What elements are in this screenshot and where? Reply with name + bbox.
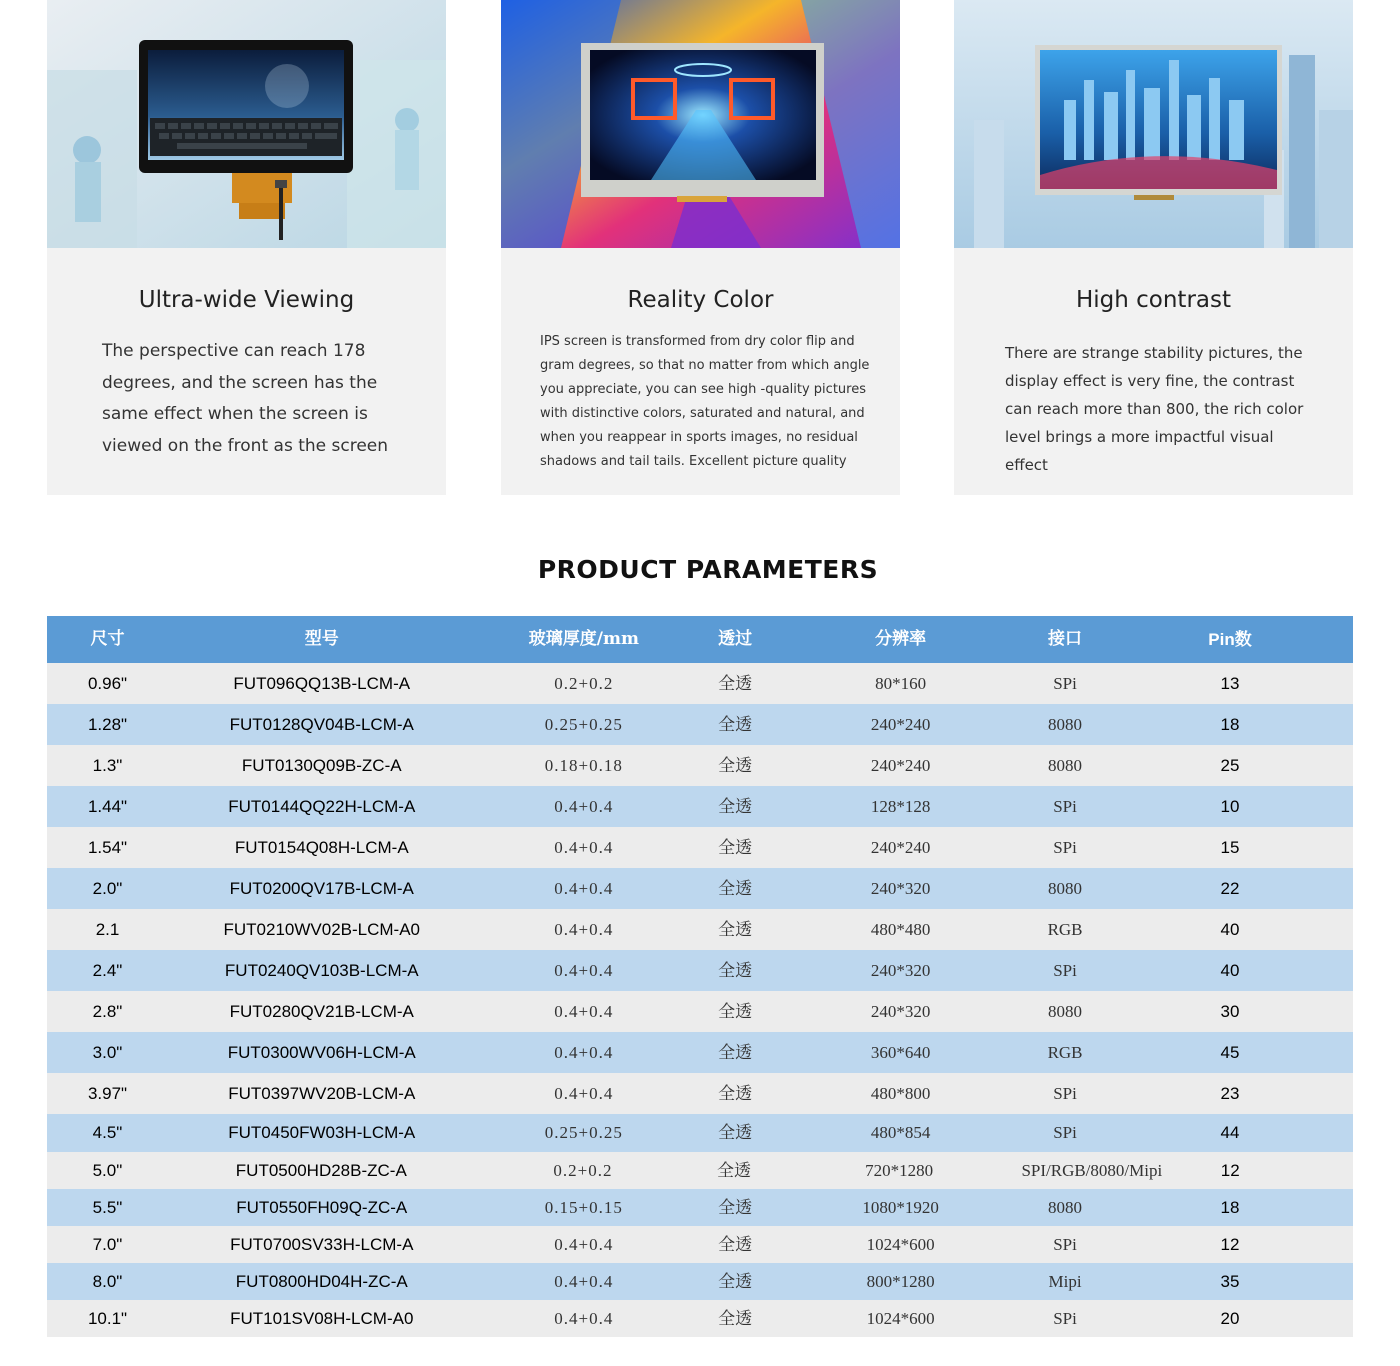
- cell-model: FUT0280QV21B-LCM-A: [229, 1002, 414, 1021]
- cell-size: 5.0": [92, 1161, 123, 1180]
- cell-pin-count: 35: [1220, 1272, 1240, 1291]
- header-interface: 接口: [1048, 629, 1083, 649]
- cell-size: 7.0": [92, 1235, 123, 1254]
- cell-interface: SPi: [1053, 674, 1077, 693]
- cell-pin-count: 22: [1220, 879, 1240, 898]
- cell-pin-count: 12: [1220, 1235, 1240, 1254]
- cell-resolution: 480*480: [870, 920, 931, 939]
- cell-interface: RGB: [1047, 1043, 1083, 1062]
- cell-glass-thickness: 0.15+0.15: [544, 1198, 623, 1217]
- feature-title: Reality Color: [627, 287, 774, 313]
- cell-resolution: 360*640: [870, 1043, 931, 1062]
- cell-transmission: 全透: [718, 838, 753, 857]
- cell-transmission: 全透: [718, 756, 753, 775]
- feature-title: Ultra-wide Viewing: [138, 287, 355, 313]
- cell-transmission: 全透: [718, 1084, 753, 1103]
- feature-title: High contrast: [1075, 287, 1232, 313]
- cell-resolution: 480*854: [870, 1123, 931, 1142]
- feature-description: There are strange stability pictures, the display effect is very fine, the contrast can reach more than 800, the rich color level brings a more impactful visual effect: [1005, 344, 1304, 474]
- cell-model: FUT101SV08H-LCM-A0: [230, 1309, 414, 1328]
- table-row: [47, 950, 1353, 991]
- cell-transmission: 全透: [718, 920, 753, 939]
- table-body: [47, 663, 1353, 1337]
- cell-transmission: 全透: [718, 797, 753, 816]
- cell-size: 10.1": [87, 1309, 128, 1328]
- feature-image-touch-display: [47, 0, 446, 248]
- cell-resolution: 80*160: [875, 674, 927, 693]
- cell-pin-count: 23: [1220, 1084, 1240, 1103]
- product-parameters-table: [47, 616, 1353, 1337]
- feature-card-ultra-wide: [47, 0, 446, 495]
- cell-pin-count: 40: [1220, 961, 1240, 980]
- cell-model: FUT096QQ13B-LCM-A: [233, 674, 411, 693]
- cell-transmission: 全透: [718, 1123, 753, 1142]
- cell-resolution: 1080*1920: [862, 1198, 939, 1217]
- cell-interface: SPi: [1053, 797, 1077, 816]
- cell-interface: 8080: [1048, 756, 1083, 775]
- cell-pin-count: 44: [1220, 1123, 1240, 1142]
- cell-pin-count: 20: [1220, 1309, 1240, 1328]
- cell-pin-count: 18: [1220, 715, 1240, 734]
- cell-interface: 8080: [1048, 879, 1083, 898]
- cell-glass-thickness: 0.4+0.4: [554, 797, 614, 816]
- feature-card-reality-color: [501, 0, 900, 495]
- cell-interface: SPI/RGB/8080/Mipi: [1021, 1161, 1163, 1180]
- cell-interface: SPi: [1053, 1309, 1077, 1328]
- cell-resolution: 240*320: [870, 1002, 931, 1021]
- cell-interface: SPi: [1053, 1123, 1077, 1142]
- cell-resolution: 720*1280: [865, 1161, 934, 1180]
- cell-size: 2.0": [92, 879, 123, 898]
- cell-model: FUT0130Q09B-ZC-A: [241, 756, 402, 775]
- cell-resolution: 480*800: [870, 1084, 931, 1103]
- cell-size: 8.0": [92, 1272, 123, 1291]
- cell-model: FUT0210WV02B-LCM-A0: [223, 920, 421, 939]
- cell-glass-thickness: 0.4+0.4: [554, 1002, 614, 1021]
- cell-model: FUT0800HD04H-ZC-A: [235, 1272, 408, 1291]
- cell-resolution: 240*240: [870, 756, 931, 775]
- cell-interface: SPi: [1053, 838, 1077, 857]
- cell-pin-count: 45: [1220, 1043, 1240, 1062]
- cell-resolution: 1024*600: [866, 1235, 935, 1254]
- cell-resolution: 800*1280: [866, 1272, 935, 1291]
- cell-size: 2.1: [95, 920, 120, 939]
- cell-glass-thickness: 0.4+0.4: [554, 1084, 614, 1103]
- table-row: [47, 745, 1353, 786]
- cell-transmission: 全透: [718, 1272, 753, 1291]
- cell-size: 1.28": [87, 715, 128, 734]
- feature-description: The perspective can reach 178 degrees, and the screen has the same effect when the screen is viewed on the front as the screen: [102, 341, 389, 456]
- cell-interface: Mipi: [1048, 1272, 1082, 1291]
- cell-interface: 8080: [1048, 1002, 1083, 1021]
- cell-pin-count: 13: [1220, 674, 1240, 693]
- section-title: PRODUCT PARAMETERS: [537, 555, 879, 584]
- cell-transmission: 全透: [718, 1198, 753, 1217]
- table-header: [47, 616, 1353, 663]
- cell-size: 3.0": [92, 1043, 123, 1062]
- cell-glass-thickness: 0.4+0.4: [554, 838, 614, 857]
- cell-size: 1.54": [87, 838, 128, 857]
- cell-pin-count: 40: [1220, 920, 1240, 939]
- cell-interface: SPi: [1053, 1235, 1077, 1254]
- feature-card-high-contrast: [954, 0, 1353, 495]
- cell-glass-thickness: 0.25+0.25: [544, 715, 623, 734]
- table-row: [47, 704, 1353, 745]
- feature-image-ips-panel: [501, 0, 900, 248]
- cell-transmission: 全透: [718, 715, 753, 734]
- cell-model: FUT0128QV04B-LCM-A: [229, 715, 414, 734]
- cell-model: FUT0240QV103B-LCM-A: [224, 961, 419, 980]
- cell-transmission: 全透: [718, 1043, 753, 1062]
- cell-model: FUT0154Q08H-LCM-A: [234, 838, 409, 857]
- cell-transmission: 全透: [718, 674, 753, 693]
- table-row: [47, 909, 1353, 950]
- cell-size: 0.96": [87, 674, 128, 693]
- cell-model: FUT0450FW03H-LCM-A: [228, 1123, 416, 1142]
- cell-glass-thickness: 0.2+0.2: [553, 1161, 613, 1180]
- table-row: [47, 868, 1353, 909]
- cell-pin-count: 15: [1220, 838, 1240, 857]
- table-row: [47, 786, 1353, 827]
- cell-glass-thickness: 0.4+0.4: [554, 1309, 614, 1328]
- cell-glass-thickness: 0.2+0.2: [554, 674, 614, 693]
- table-row: [47, 1073, 1353, 1114]
- cell-model: FUT0200QV17B-LCM-A: [229, 879, 414, 898]
- cell-size: 1.44": [87, 797, 128, 816]
- table-row: [47, 1189, 1353, 1226]
- header-model: 型号: [304, 629, 339, 649]
- cell-resolution: 128*128: [870, 797, 931, 816]
- cell-model: FUT0500HD28B-ZC-A: [235, 1161, 407, 1180]
- cell-glass-thickness: 0.4+0.4: [554, 879, 614, 898]
- cell-glass-thickness: 0.4+0.4: [554, 920, 614, 939]
- cell-interface: 8080: [1048, 1198, 1083, 1217]
- cell-transmission: 全透: [718, 961, 753, 980]
- cell-size: 2.4": [92, 961, 123, 980]
- header-transmission: 透过: [718, 629, 753, 649]
- feature-description: IPS screen is transformed from dry color flip and gram degrees, so that no matter from which angle you appreciate, you can see high -quality pictures with distinctive colors, saturated and natural, and when you reappear in sports images, no residual shadows and tail tails. Excellent picture quality: [540, 334, 870, 469]
- cell-size: 2.8": [92, 1002, 123, 1021]
- cell-glass-thickness: 0.4+0.4: [554, 1043, 614, 1062]
- cell-size: 5.5": [92, 1198, 123, 1217]
- table-row: [47, 1300, 1353, 1337]
- cell-interface: RGB: [1047, 920, 1083, 939]
- cell-glass-thickness: 0.4+0.4: [554, 961, 614, 980]
- cell-transmission: 全透: [718, 879, 753, 898]
- header-size: 尺寸: [90, 629, 125, 649]
- feature-cards: [47, 0, 1353, 495]
- table-row: [47, 1152, 1353, 1189]
- table-row: [47, 827, 1353, 868]
- cell-model: FUT0144QQ22H-LCM-A: [228, 797, 416, 816]
- cell-interface: 8080: [1048, 715, 1083, 734]
- cell-transmission: 全透: [718, 1235, 753, 1254]
- header-pin-count: Pin数: [1208, 630, 1252, 649]
- cell-resolution: 240*240: [870, 715, 931, 734]
- cell-pin-count: 12: [1220, 1161, 1240, 1180]
- header-resolution: 分辨率: [875, 629, 927, 649]
- cell-size: 1.3": [92, 756, 123, 775]
- table-row: [47, 1114, 1353, 1152]
- cell-resolution: 240*320: [870, 961, 931, 980]
- table-row: [47, 991, 1353, 1032]
- header-glass-thickness: 玻璃厚度/mm: [528, 629, 639, 649]
- table-row: [47, 663, 1353, 704]
- cell-pin-count: 10: [1220, 797, 1240, 816]
- cell-glass-thickness: 0.18+0.18: [544, 756, 623, 775]
- cell-transmission: 全透: [716, 1161, 751, 1180]
- cell-pin-count: 25: [1220, 756, 1240, 775]
- cell-resolution: 240*320: [870, 879, 931, 898]
- cell-size: 4.5": [92, 1123, 123, 1142]
- cell-size: 3.97": [87, 1084, 128, 1103]
- cell-transmission: 全透: [718, 1002, 753, 1021]
- cell-resolution: 1024*600: [866, 1309, 935, 1328]
- cell-transmission: 全透: [718, 1309, 753, 1328]
- cell-pin-count: 18: [1220, 1198, 1240, 1217]
- cell-model: FUT0550FH09Q-ZC-A: [236, 1198, 408, 1217]
- cell-glass-thickness: 0.4+0.4: [554, 1235, 614, 1254]
- cell-glass-thickness: 0.4+0.4: [554, 1272, 614, 1291]
- table-row: [47, 1032, 1353, 1073]
- cell-model: FUT0397WV20B-LCM-A: [228, 1084, 416, 1103]
- cell-model: FUT0300WV06H-LCM-A: [227, 1043, 416, 1062]
- feature-image-city-panel: [954, 0, 1353, 248]
- cell-interface: SPi: [1053, 1084, 1077, 1103]
- cell-interface: SPi: [1053, 961, 1077, 980]
- cell-resolution: 240*240: [870, 838, 931, 857]
- cell-pin-count: 30: [1220, 1002, 1240, 1021]
- cell-model: FUT0700SV33H-LCM-A: [230, 1235, 414, 1254]
- table-row: [47, 1263, 1353, 1300]
- table-row: [47, 1226, 1353, 1263]
- cell-glass-thickness: 0.25+0.25: [544, 1123, 623, 1142]
